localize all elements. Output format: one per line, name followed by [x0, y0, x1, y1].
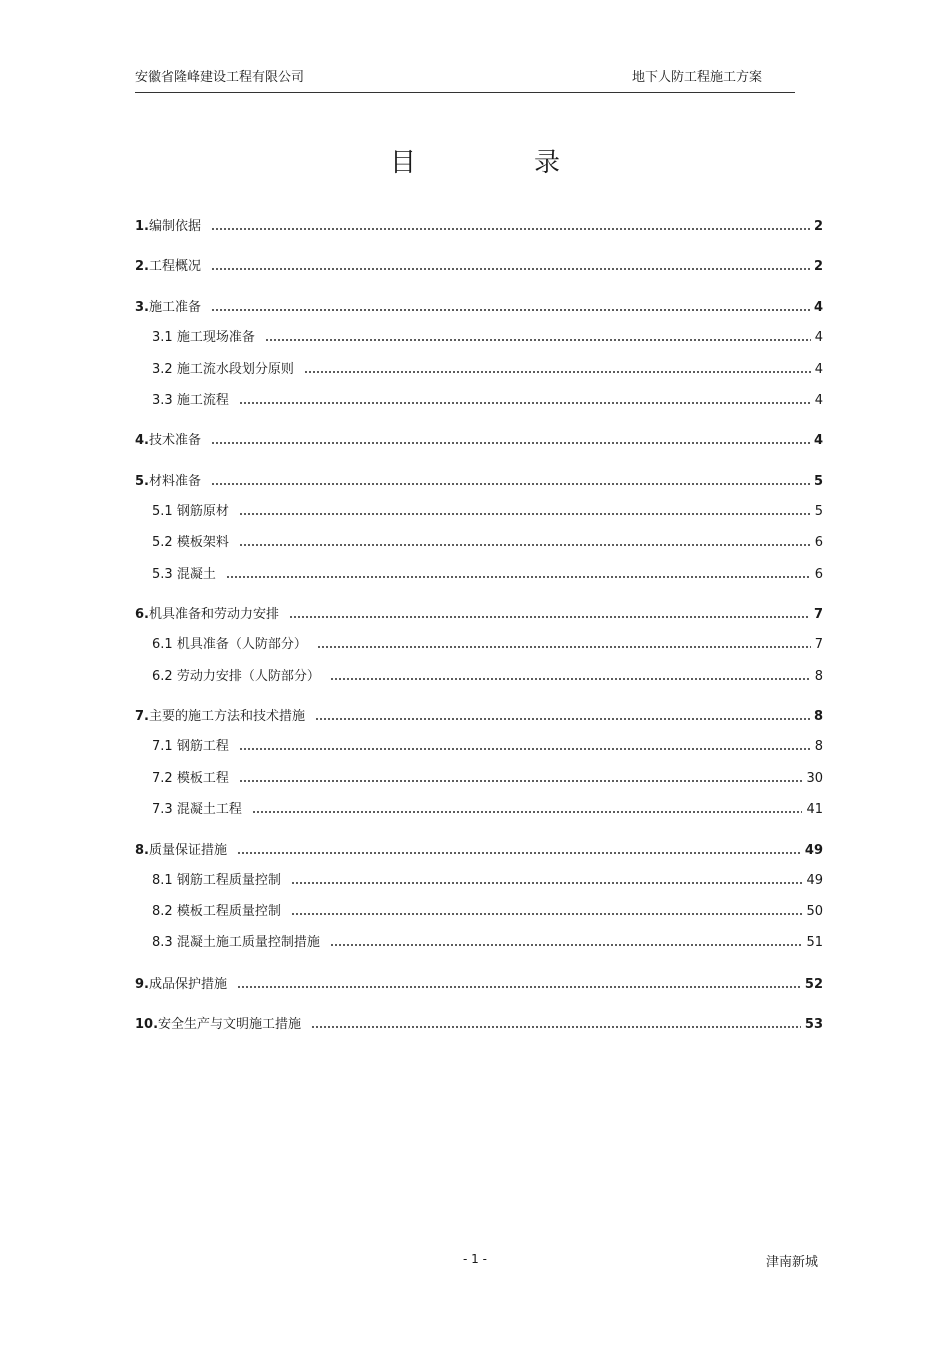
toc-entry-label: [152, 328, 255, 348]
toc-leader-dots: [239, 502, 811, 522]
toc-entry[interactable]: [135, 472, 823, 492]
toc-entry-page: 8: [814, 669, 823, 684]
toc-entry-label: [135, 605, 279, 625]
toc-entry-page: 4: [814, 393, 823, 408]
toc-entry-label: [135, 472, 201, 492]
toc-entry-page: 50: [806, 904, 823, 919]
toc-entry-number: 8.2: [152, 904, 173, 919]
toc-entry-page: 8: [814, 739, 823, 754]
toc-entry-number: 10.: [135, 1017, 159, 1032]
toc-entry[interactable]: [152, 533, 823, 553]
toc-leader-dots: [265, 328, 811, 348]
toc-entry-text: 模板工程质量控制: [176, 904, 281, 919]
toc-entry-number: 6.2: [152, 669, 173, 684]
toc-entry-page: 4: [813, 300, 823, 315]
toc-entry[interactable]: [152, 667, 823, 687]
toc-entry[interactable]: [152, 391, 823, 411]
page-header: [135, 66, 795, 93]
toc-entry-number: 1.: [135, 219, 149, 234]
page-title: [0, 142, 950, 179]
toc-entry[interactable]: [152, 360, 823, 380]
footer-page-number: - 1 -: [463, 1252, 487, 1266]
toc-entry-number: 9.: [135, 977, 149, 992]
toc-entry-label: [152, 391, 229, 411]
toc-entry[interactable]: [152, 800, 823, 820]
footer-right-text: 津南新城: [766, 1255, 819, 1270]
toc-entry-label: [135, 431, 201, 451]
toc-entry-label: [135, 975, 227, 995]
toc-entry-page: 30: [806, 771, 823, 786]
toc-entry-text: 钢筋工程质量控制: [176, 873, 281, 888]
toc-entry-number: 3.1: [152, 330, 173, 345]
toc-entry-label: [152, 565, 216, 585]
toc-entry-label: [152, 533, 229, 553]
toc-entry[interactable]: [135, 1015, 823, 1035]
toc-entry-text: 材料准备: [148, 474, 201, 489]
toc-entry-label: [135, 707, 305, 727]
toc-entry-number: 6.: [135, 607, 149, 622]
toc-entry-page: 4: [814, 330, 823, 345]
toc-entry[interactable]: [135, 217, 823, 237]
toc-entry-number: 3.3: [152, 393, 173, 408]
toc-entry-label: [152, 871, 281, 891]
toc-entry[interactable]: [152, 902, 823, 922]
toc-entry-text: 混凝土工程: [176, 802, 242, 817]
toc-leader-dots: [211, 472, 810, 492]
toc-leader-dots: [239, 391, 811, 411]
toc-entry[interactable]: [135, 975, 823, 995]
toc-entry-text: 主要的施工方法和技术措施: [148, 709, 305, 724]
toc-entry[interactable]: [135, 841, 823, 861]
toc-leader-dots: [226, 565, 811, 585]
toc-entry[interactable]: [152, 565, 823, 585]
toc-entry-text: 施工流水段划分原则: [176, 362, 294, 377]
toc-entry[interactable]: [152, 502, 823, 522]
toc-entry[interactable]: [135, 298, 823, 318]
toc-leader-dots: [211, 431, 810, 451]
toc-leader-dots: [211, 257, 810, 277]
toc-entry-page: 49: [804, 843, 823, 858]
toc-entry-number: 8.1: [152, 873, 173, 888]
toc-entry-number: 3.2: [152, 362, 173, 377]
toc-entry-page: 5: [814, 504, 823, 519]
toc-entry-text: 模板工程: [176, 771, 229, 786]
toc-entry-number: 7.2: [152, 771, 173, 786]
toc-leader-dots: [252, 800, 803, 820]
toc-entry-text: 安全生产与文明施工措施: [158, 1017, 302, 1032]
toc-entry-number: 6.1: [152, 637, 173, 652]
title-char-1: 目: [389, 148, 416, 178]
toc-leader-dots: [239, 769, 803, 789]
toc-entry[interactable]: [135, 257, 823, 277]
header-company: 安徽省隆峰建设工程有限公司: [135, 70, 305, 85]
toc-entry[interactable]: [152, 769, 823, 789]
toc-entry-label: [152, 635, 307, 655]
toc-entry-label: [152, 502, 229, 522]
toc-entry[interactable]: [152, 871, 823, 891]
toc-entry-page: 41: [806, 802, 823, 817]
toc-entry-page: 7: [813, 607, 823, 622]
toc-entry-number: 7.3: [152, 802, 173, 817]
toc-entry-number: 5.1: [152, 504, 173, 519]
toc-entry-text: 技术准备: [148, 433, 201, 448]
toc-entry-label: [152, 800, 242, 820]
toc-leader-dots: [239, 533, 811, 553]
toc-leader-dots: [330, 667, 811, 687]
toc-entry-page: 49: [806, 873, 823, 888]
toc-entry-page: 7: [814, 637, 823, 652]
toc-leader-dots: [317, 635, 811, 655]
toc-leader-dots: [239, 737, 811, 757]
toc-entry-label: [152, 933, 320, 953]
toc-leader-dots: [304, 360, 811, 380]
toc-entry-text: 质量保证措施: [148, 843, 227, 858]
toc-leader-dots: [237, 841, 801, 861]
toc-leader-dots: [211, 298, 810, 318]
toc-entry-number: 7.: [135, 709, 149, 724]
toc-entry-page: 6: [814, 535, 823, 550]
toc-entry-label: [152, 769, 229, 789]
toc-entry-text: 钢筋工程: [176, 739, 229, 754]
toc-entry-text: 施工准备: [148, 300, 201, 315]
toc-entry[interactable]: [152, 328, 823, 348]
toc-entry-label: [152, 667, 320, 687]
toc-entry-number: 2.: [135, 259, 149, 274]
toc-leader-dots: [291, 902, 803, 922]
toc-entry-label: [135, 257, 201, 277]
toc-entry-label: [135, 841, 227, 861]
header-doc-title: 地下人防工程施工方案: [632, 70, 763, 85]
toc-leader-dots: [330, 933, 803, 953]
toc-entry-label: [152, 902, 281, 922]
toc-entry[interactable]: [152, 933, 823, 953]
toc-entry-page: 6: [814, 567, 823, 582]
toc-entry-page: 52: [804, 977, 823, 992]
toc-leader-dots: [291, 871, 803, 891]
toc-entry-page: 2: [813, 219, 823, 234]
toc-entry-text: 劳动力安排（人防部分）: [176, 669, 320, 684]
toc-entry[interactable]: [135, 707, 823, 727]
toc-entry-text: 编制依据: [148, 219, 201, 234]
toc-entry[interactable]: [135, 431, 823, 451]
toc-entry-number: 3.: [135, 300, 149, 315]
toc-entry-page: 5: [813, 474, 823, 489]
toc-entry-label: [152, 360, 294, 380]
toc-leader-dots: [211, 217, 810, 237]
toc-entry-label: [135, 298, 201, 318]
toc-entry[interactable]: [135, 605, 823, 625]
toc-entry-page: 8: [813, 709, 823, 724]
toc-entry-number: 4.: [135, 433, 149, 448]
toc-entry-text: 施工流程: [176, 393, 229, 408]
toc-entry[interactable]: [152, 635, 823, 655]
toc-entry-label: [152, 737, 229, 757]
toc-entry-page: 4: [814, 362, 823, 377]
toc-entry-page: 51: [806, 935, 823, 950]
toc-leader-dots: [315, 707, 810, 727]
toc-leader-dots: [311, 1015, 801, 1035]
toc-entry-label: [135, 217, 201, 237]
toc-entry-text: 工程概况: [148, 259, 201, 274]
toc-entry-text: 施工现场准备: [176, 330, 255, 345]
toc-entry-text: 机具准备和劳动力安排: [148, 607, 279, 622]
toc-entry[interactable]: [152, 737, 823, 757]
toc-entry-number: 5.: [135, 474, 149, 489]
toc-entry-text: 成品保护措施: [148, 977, 227, 992]
toc-entry-text: 模板架料: [176, 535, 229, 550]
toc-entry-number: 8.: [135, 843, 149, 858]
title-char-2: 录: [534, 148, 561, 178]
toc-entry-number: 7.1: [152, 739, 173, 754]
toc-entry-text: 钢筋原材: [176, 504, 229, 519]
toc-entry-number: 8.3: [152, 935, 173, 950]
toc-entry-number: 5.2: [152, 535, 173, 550]
toc-entry-text: 混凝土: [176, 567, 216, 582]
toc-entry-text: 混凝土施工质量控制措施: [176, 935, 320, 950]
toc-entry-page: 53: [804, 1017, 823, 1032]
toc-entry-text: 机具准备（人防部分）: [176, 637, 307, 652]
toc-entry-number: 5.3: [152, 567, 173, 582]
toc-leader-dots: [289, 605, 810, 625]
toc-leader-dots: [237, 975, 801, 995]
toc-entry-page: 2: [813, 259, 823, 274]
toc-entry-page: 4: [813, 433, 823, 448]
toc-entry-label: [135, 1015, 301, 1035]
